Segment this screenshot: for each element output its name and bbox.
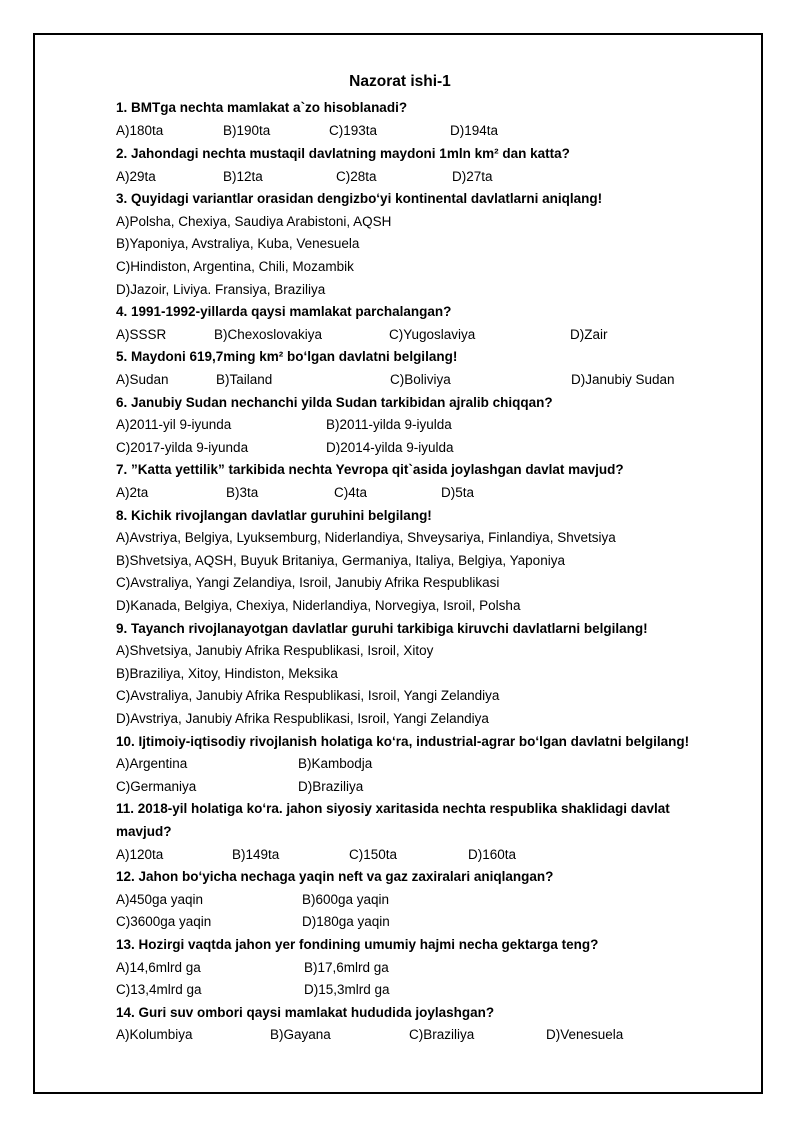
question-7: 7. ”Katta yettilik” tarkibida nechta Yevropa qit`asida joylashgan davlat mavjud? — [116, 462, 624, 477]
question-2: 2. Jahondagi nechta mustaqil davlatning maydoni 1mln km² dan katta? — [116, 146, 570, 161]
option-2b: B)12ta — [223, 169, 263, 184]
question-10: 10. Ijtimoiy-iqtisodiy rivojlanish holatiga ko‘ra, industrial-agrar bo‘lgan davlatni belgilang! — [116, 734, 690, 749]
option-8c: C)Avstraliya, Yangi Zelandiya, Isroil, Janubiy Afrika Respublikasi — [116, 575, 500, 590]
option-3b: B)Yaponiya, Avstraliya, Kuba, Venesuela — [116, 236, 360, 251]
question-13: 13. Hozirgi vaqtda jahon yer fondining umumiy hajmi necha gektarga teng? — [116, 937, 599, 952]
option-13b: B)17,6mlrd ga — [304, 960, 389, 975]
option-5c: C)Boliviya — [390, 372, 451, 387]
option-9d: D)Avstriya, Janubiy Afrika Respublikasi, Isroil, Yangi Zelandiya — [116, 711, 489, 726]
option-10d: D)Braziliya — [298, 779, 364, 794]
option-1a: A)180ta — [116, 123, 164, 138]
option-12c: C)3600ga yaqin — [116, 914, 212, 929]
option-11a: A)120ta — [116, 847, 164, 862]
option-7d: D)5ta — [441, 485, 475, 500]
option-11b: B)149ta — [232, 847, 280, 862]
question-1: 1. BMTga nechta mamlakat a`zo hisoblanadi? — [116, 100, 408, 115]
option-5b: B)Tailand — [216, 372, 273, 387]
question-3: 3. Quyidagi variantlar orasidan dengizbo‘yi kontinental davlatlarni aniqlang! — [116, 191, 603, 206]
option-3c: C)Hindiston, Argentina, Chili, Mozambik — [116, 259, 354, 274]
question-12: 12. Jahon bo‘yicha nechaga yaqin neft va gaz zaxiralari aniqlangan? — [116, 869, 554, 884]
option-9b: B)Braziliya, Xitoy, Hindiston, Meksika — [116, 666, 338, 681]
option-7c: C)4ta — [334, 485, 368, 500]
option-1b: B)190ta — [223, 123, 271, 138]
option-9c: C)Avstraliya, Janubiy Afrika Respublikasi, Isroil, Yangi Zelandiya — [116, 688, 500, 703]
option-14a: A)Kolumbiya — [116, 1027, 193, 1042]
option-6a: A)2011-yil 9-iyunda — [116, 417, 232, 432]
option-14c: C)Braziliya — [409, 1027, 475, 1042]
page-title: Nazorat ishi-1 — [349, 73, 451, 90]
option-7a: A)2ta — [116, 485, 149, 500]
option-10a: A)Argentina — [116, 756, 188, 771]
option-6b: B)2011-yilda 9-iyulda — [326, 417, 452, 432]
question-11-cont: mavjud? — [116, 824, 172, 839]
option-12d: D)180ga yaqin — [302, 914, 390, 929]
option-4b: B)Chexoslovakiya — [214, 327, 323, 342]
option-12b: B)600ga yaqin — [302, 892, 390, 907]
option-14b: B)Gayana — [270, 1027, 331, 1042]
question-14: 14. Guri suv ombori qaysi mamlakat hududida joylashgan? — [116, 1005, 495, 1020]
option-12a: A)450ga yaqin — [116, 892, 204, 907]
option-8a: A)Avstriya, Belgiya, Lyuksemburg, Niderlandiya, Shveysariya, Finlandiya, Shvetsiya — [116, 530, 616, 545]
question-11: 11. 2018-yil holatiga ko‘ra. jahon siyosiy xaritasida nechta respublika shaklidagi davlat — [116, 801, 670, 816]
option-4a: A)SSSR — [116, 327, 167, 342]
option-7b: B)3ta — [226, 485, 259, 500]
option-13a: A)14,6mlrd ga — [116, 960, 201, 975]
option-14d: D)Venesuela — [546, 1027, 624, 1042]
option-10c: C)Germaniya — [116, 779, 197, 794]
option-3a: A)Polsha, Chexiya, Saudiya Arabistoni, AQSH — [116, 214, 392, 229]
option-1d: D)194ta — [450, 123, 499, 138]
option-1c: C)193ta — [329, 123, 378, 138]
option-6d: D)2014-yilda 9-iyulda — [326, 440, 454, 455]
question-6: 6. Janubiy Sudan nechanchi yilda Sudan tarkibidan ajralib chiqqan? — [116, 395, 553, 410]
question-4: 4. 1991-1992-yillarda qaysi mamlakat parchalangan? — [116, 304, 452, 319]
option-2c: C)28ta — [336, 169, 377, 184]
question-8: 8. Kichik rivojlangan davlatlar guruhini belgilang! — [116, 508, 432, 523]
option-2a: A)29ta — [116, 169, 156, 184]
option-11d: D)160ta — [468, 847, 517, 862]
question-9: 9. Tayanch rivojlanayotgan davlatlar guruhi tarkibiga kiruvchi davlatlarni belgilang! — [116, 621, 648, 636]
option-11c: C)150ta — [349, 847, 398, 862]
option-2d: D)27ta — [452, 169, 493, 184]
option-3d: D)Jazoir, Liviya. Fransiya, Braziliya — [116, 282, 326, 297]
option-5a: A)Sudan — [116, 372, 169, 387]
option-13c: C)13,4mlrd ga — [116, 982, 202, 997]
option-10b: B)Kambodja — [298, 756, 373, 771]
option-8d: D)Kanada, Belgiya, Chexiya, Niderlandiya, Norvegiya, Isroil, Polsha — [116, 598, 521, 613]
option-4d: D)Zair — [570, 327, 608, 342]
option-13d: D)15,3mlrd ga — [304, 982, 390, 997]
option-8b: B)Shvetsiya, AQSH, Buyuk Britaniya, Germaniya, Italiya, Belgiya, Yaponiya — [116, 553, 565, 568]
option-4c: C)Yugoslaviya — [389, 327, 476, 342]
option-5d: D)Janubiy Sudan — [571, 372, 675, 387]
question-5: 5. Maydoni 619,7ming km² bo‘lgan davlatni belgilang! — [116, 349, 458, 364]
option-6c: C)2017-yilda 9-iyunda — [116, 440, 249, 455]
option-9a: A)Shvetsiya, Janubiy Afrika Respublikasi, Isroil, Xitoy — [116, 643, 434, 658]
